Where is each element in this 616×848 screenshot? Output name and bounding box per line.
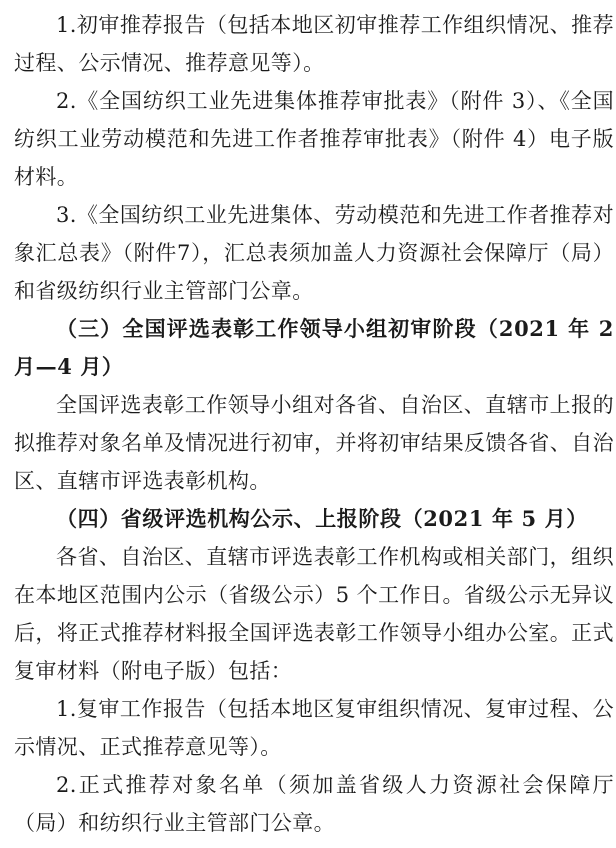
paragraph-approval-forms: 2.《全国纺织工业先进集体推荐审批表》（附件 3）、《全国纺织工业劳动模范和先进工作者推荐审批表》（附件 4）电子版材料。 <box>14 89 614 189</box>
paragraph-national-review: 全国评选表彰工作领导小组对各省、自治区、直辖市上报的拟推荐对象名单及情况进行初审，并将初审结果反馈各省、自治区、直辖市评选表彰机构。 <box>14 393 614 493</box>
paragraph-summary-table: 3.《全国纺织工业先进集体、劳动模范和先进工作者推荐对象汇总表》（附件7），汇总表须加盖人力资源社会保障厅（局）和省级纺织行业主管部门公章。 <box>14 203 614 303</box>
section-heading-4: （四）省级评选机构公示、上报阶段（2021 年 5 月） <box>56 506 588 531</box>
paragraph-preliminary-report: 1.初审推荐报告（包括本地区初审推荐工作组织情况、推荐过程、公示情况、推荐意见等）。 <box>14 13 614 75</box>
paragraph-provincial-publicity: 各省、自治区、直辖市评选表彰工作机构或相关部门，组织在本地区范围内公示（省级公示）5 个工作日。省级公示无异议后，将正式推荐材料报全国评选表彰工作领导小组办公室。正式复审材料（附电子版）包括： <box>14 545 614 683</box>
paragraph-review-report: 1.复审工作报告（包括本地区复审组织情况、复审过程、公示情况、正式推荐意见等）。 <box>14 697 614 759</box>
paragraph-formal-list: 2.正式推荐对象名单（须加盖省级人力资源社会保障厅（局）和纺织行业主管部门公章。 <box>14 773 614 835</box>
section-heading-3: （三）全国评选表彰工作领导小组初审阶段（2021 年 2 月—4 月） <box>14 316 614 379</box>
